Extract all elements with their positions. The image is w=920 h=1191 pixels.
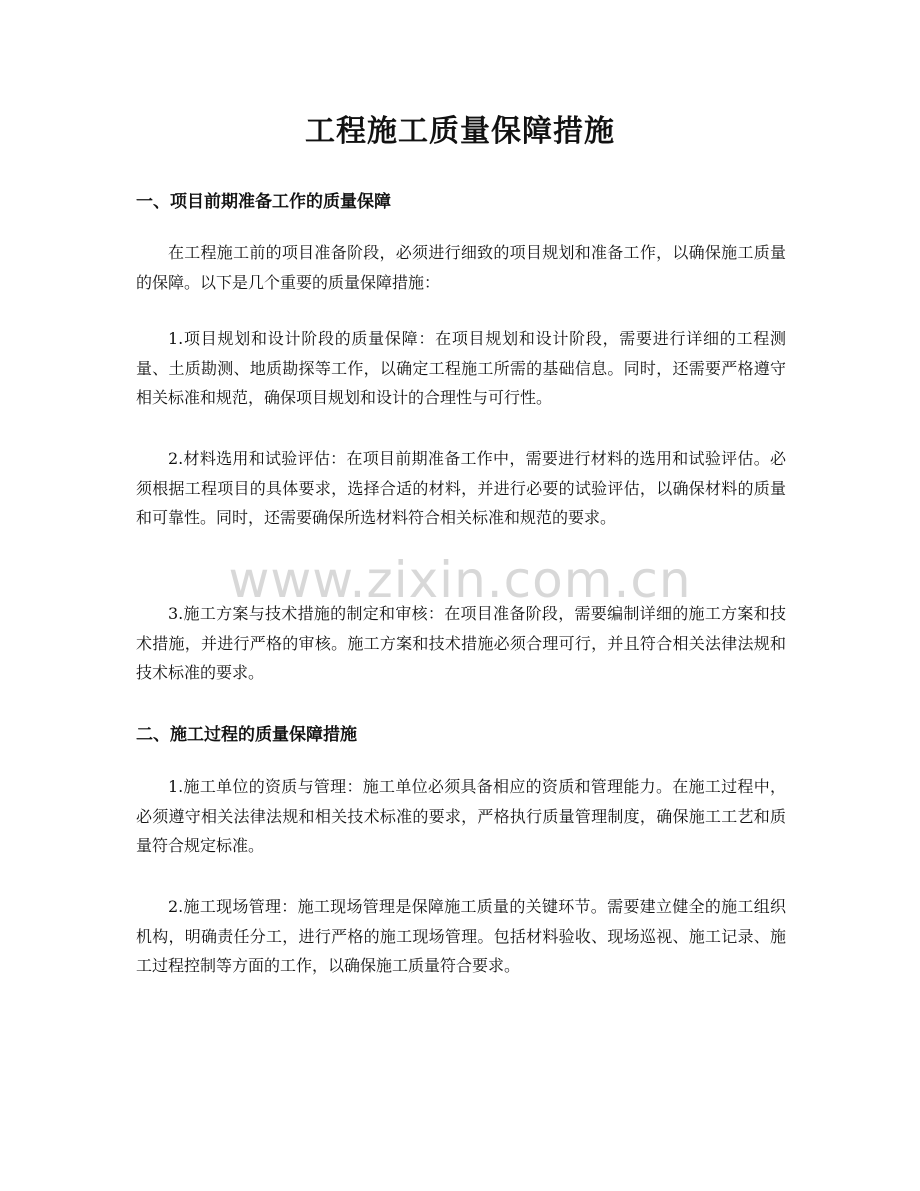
section-1-paragraph-1: 1.项目规划和设计阶段的质量保障：在项目规划和设计阶段，需要进行详细的工程测量、土质勘测、地质勘探等工作，以确定工程施工所需的基础信息。同时，还需要严格遵守相关标准和规范，确保项目规划和设计的合理性与可行性。 bbox=[136, 329, 786, 407]
section-2-paragraph-1: 1.施工单位的资质与管理：施工单位必须具备相应的资质和管理能力。在施工过程中，必须遵守相关法律法规和相关技术标准的要求，严格执行质量管理制度，确保施工工艺和质量符合规定标准。 bbox=[136, 777, 786, 855]
document-title: 工程施工质量保障措施 bbox=[305, 114, 615, 149]
section-1-paragraph-2: 2.材料选用和试验评估：在项目前期准备工作中，需要进行材料的选用和试验评估。必须根据工程项目的具体要求，选择合适的材料，并进行必要的试验评估，以确保材料的质量和可靠性。同时，还需要确保所选材料符合相关标准和规范的要求。 bbox=[136, 449, 786, 527]
section-heading-1: 一、项目前期准备工作的质量保障 bbox=[136, 192, 391, 212]
section-heading-2: 二、施工过程的质量保障措施 bbox=[136, 725, 357, 745]
section-1-paragraph-3: 3.施工方案与技术措施的制定和审核：在项目准备阶段，需要编制详细的施工方案和技术措施，并进行严格的审核。施工方案和技术措施必须合理可行，并且符合相关法律法规和技术标准的要求。 bbox=[136, 604, 786, 682]
watermark: www.zixin.com.cn bbox=[228, 551, 692, 609]
section-2-paragraph-2: 2.施工现场管理：施工现场管理是保障施工质量的关键环节。需要建立健全的施工组织机构，明确责任分工，进行严格的施工现场管理。包括材料验收、现场巡视、施工记录、施工过程控制等方面的工作，以确保施工质量符合要求。 bbox=[136, 897, 786, 975]
section-1-paragraph-intro: 在工程施工前的项目准备阶段，必须进行细致的项目规划和准备工作，以确保施工质量的保障。以下是几个重要的质量保障措施： bbox=[136, 243, 786, 292]
